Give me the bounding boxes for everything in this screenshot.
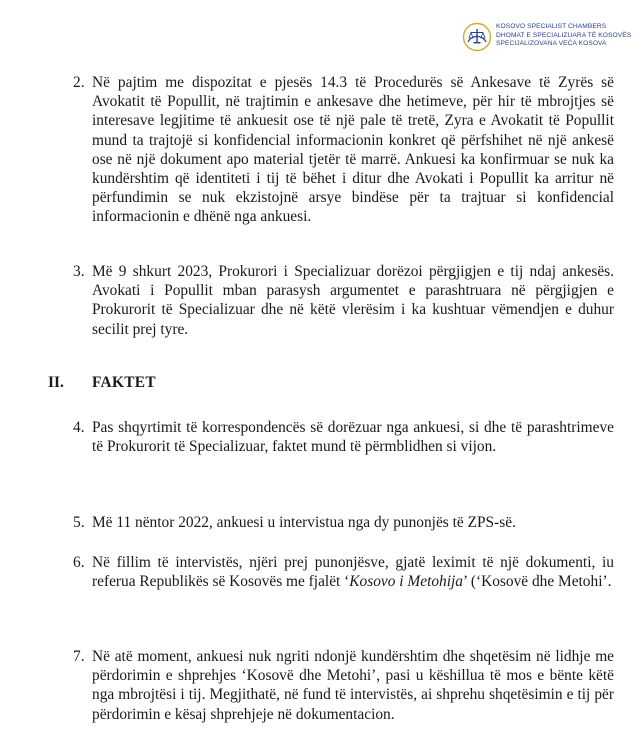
paragraph-number: 2. <box>73 74 85 91</box>
court-seal-icon <box>462 22 492 52</box>
paragraph-number: 7. <box>73 648 85 665</box>
paragraph-number: 3. <box>73 263 85 280</box>
paragraph-5: Më 11 nëntor 2022, ankuesi u intervistua nga dy punonjës të ZPS-së. <box>92 514 516 531</box>
paragraph-6 <box>92 553 614 591</box>
logo-line-2: DHOMAT E SPECIALIZUARA TË KOSOVËS <box>496 31 632 39</box>
paragraph-6-text-before: Në fillim të intervistës, njëri prej punonjësve, gjatë leximit të një dokumenti, iu referua Republikës së Kosovës me fjalët ‘ <box>92 554 614 591</box>
paragraph-4: Pas shqyrtimit të korrespondencës së dorëzuar nga ankuesi, si dhe të parashtrimeve të Prokurorit të Specializuar, faktet mund të përmblidhen si vijon. <box>92 419 614 456</box>
logo-line-3: SPECIJALIZOVANA VEĆA KOSOVA <box>496 40 607 48</box>
paragraph-6-italic-term: Kosovo i Metohija <box>349 573 463 591</box>
logo-text <box>496 22 631 49</box>
header-logo <box>462 22 632 62</box>
paragraph-number: 4. <box>73 419 85 436</box>
paragraph-3: Më 9 shkurt 2023, Prokurori i Specializuar dorëzoi përgjigjen e tij ndaj ankesës. Avokati i Popullit mban parasysh argumentet e parashtruara në përgjigjen e Prokurorit të Specializuar dhe në këtë vlerësim i ka kushtuar vëmendjen e duhur secilit prej tyre. <box>92 263 614 338</box>
paragraph-2: Në pajtim me dispozitat e pjesës 14.3 të Procedurës së Ankesave të Zyrës së Avokatit të Popullit, në trajtimin e ankesave dhe hetimeve, për hir të mbrojtjes së interesave legjitime të ankuesit ose të një pale të tretë, Zyra e Avokatit të Popullit mund ta trajtojë si konfidencial informacionin konkret që përfshihet në një ankesë ose në një dokument apo material tjetër të marrë. Ankuesi ka konfirmuar se nuk ka kundërshtim që identiteti i tij të bëhet i ditur dhe Avokati i Popullit ka arritur në përfundimin se nuk ekzistojnë arsye bindëse për ta trajtuar si konfidencial informacionin e dhënë nga ankuesi. <box>92 74 614 226</box>
section-number: II. <box>48 374 64 391</box>
section-title: FAKTET <box>92 374 156 391</box>
paragraph-number: 6. <box>73 554 85 571</box>
paragraph-7: Në atë moment, ankuesi nuk ngriti ndonjë kundërshtim dhe shqetësim në lidhje me përdorimin e shprehjes ‘Kosovë dhe Metohi’, pasi u këshillua të mos e bënte këtë nga mbrojtësi i tij. Megjithatë, në fund të intervistës, ai shprehu shqetësimin e tij për përdorimin e kësaj shprehjeje në dokumentacion. <box>92 648 614 723</box>
paragraph-6-text-after: ’ (‘Kosovë dhe Metohi’. <box>463 573 612 591</box>
logo-line-1: KOSOVO SPECIALIST CHAMBERS <box>496 23 607 30</box>
paragraph-number: 5. <box>73 514 85 531</box>
